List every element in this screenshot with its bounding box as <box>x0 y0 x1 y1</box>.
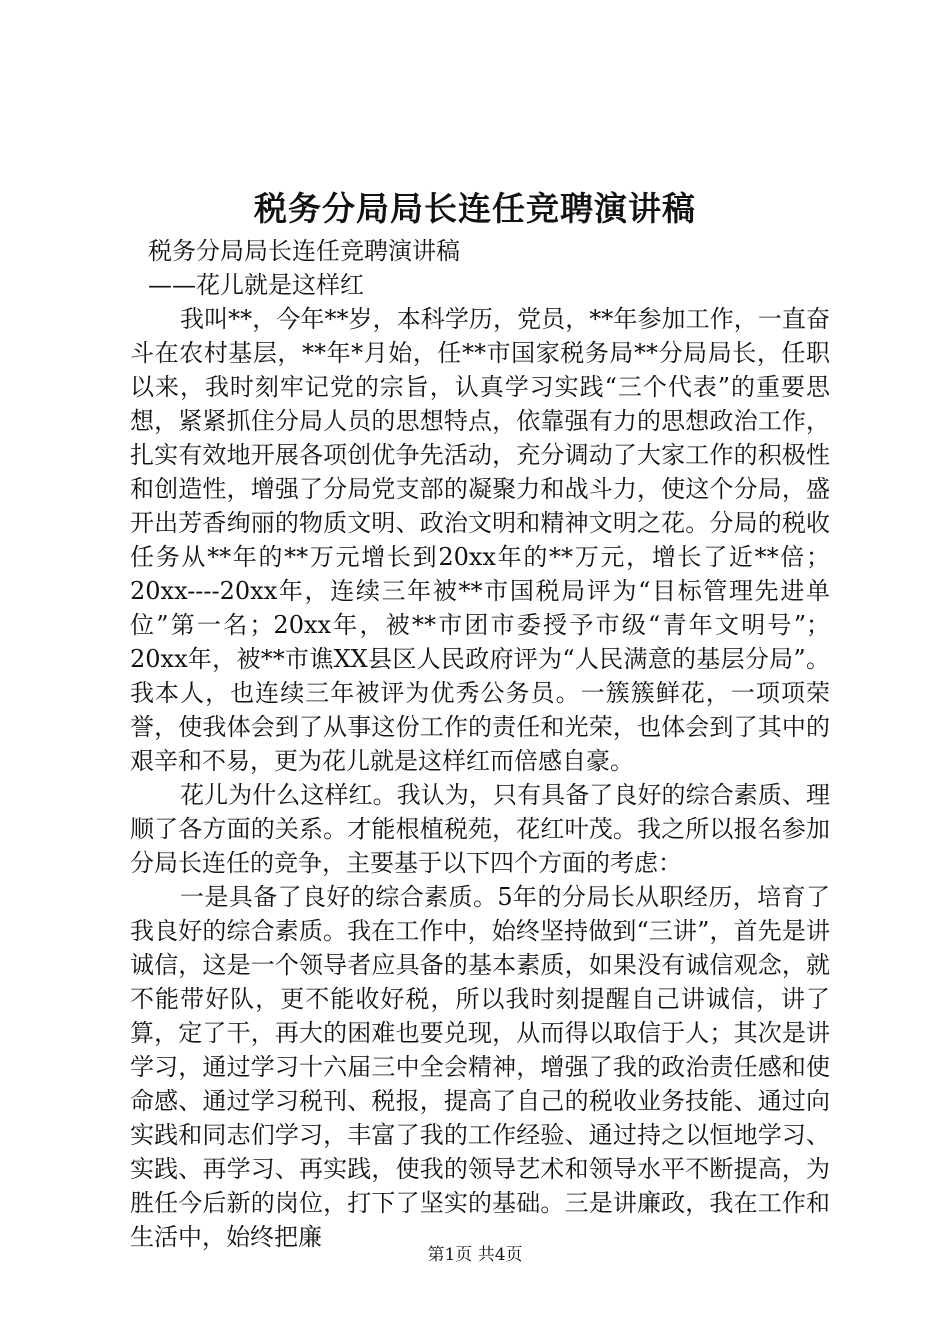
paragraph-point-one: 一是具备了良好的综合素质。5年的分局长从职经历，培育了我良好的综合素质。我在工作中，始终坚持做到“三讲”，首先是讲诚信，这是一个领导者应具备的基本素质，如果没有诚信观念，就不能带好队，更不能收好税，所以我时刻提醒自己讲诚信，讲了算，定了干，再大的困难也要兑现，从而得以取信于人；其次是讲学习，通过学习十六届三中全会精神，增强了我的政治责任感和使命感、通过学习税刊、税报，提高了自己的税收业务技能、通过向实践和同志们学习，丰富了我的工作经验、通过持之以恒地学习、实践、再学习、再实践，使我的领导艺术和领导水平不断提高，为胜任今后新的岗位，打下了坚实的基础。三是讲廉政，我在工作和生活中，始终把廉 <box>130 883 830 1251</box>
document-body <box>130 234 830 1254</box>
subtitle-line: 税务分局局长连任竞聘演讲稿 <box>148 237 460 265</box>
document-title: 税务分局局长连任竞聘演讲稿 <box>254 189 696 228</box>
page-footer: 第1页 共4页 <box>427 1245 523 1265</box>
paragraph-intro: 我叫**，今年**岁，本科学历，党员，**年参加工作，一直奋斗在农村基层，**年*月始，任**市国家税务局**分局局长，任职以来，我时刻牢记党的宗旨，认真学习实践“三个代表”的重要思想，紧紧抓住分局人员的思想特点，依靠强有力的思想政治工作，扎实有效地开展各项创优争先活动，充分调动了大家工作的积极性和创造性，增强了分局党支部的凝聚力和战斗力，使这个分局，盛开出芳香绚丽的物质文明、政治文明和精神文明之花。分局的税收任务从**年的**万元增长到20xx年的**万元，增长了近**倍；20xx----20xx年，连续三年被**市国税局评为“目标管理先进单位”第一名；20xx年，被**市团市委授予市级“青年文明号”；20xx年，被**市谯XX县区人民政府评为“人民满意的基层分局”。我本人，也连续三年被评为优秀公务员。一簇簇鲜花，一项项荣誉，使我体会到了从事这份工作的责任和光荣，也体会到了其中的艰辛和不易，更为花儿就是这样红而倍感自豪。 <box>130 305 830 775</box>
paragraph-reasons: 花儿为什么这样红。我认为，只有具备了良好的综合素质、理顺了各方面的关系。才能根植税苑，花红叶茂。我之所以报名参加分局长连任的竞争，主要基于以下四个方面的考虑： <box>130 781 830 877</box>
subtitle-slogan: ——花儿就是这样红 <box>148 271 364 299</box>
